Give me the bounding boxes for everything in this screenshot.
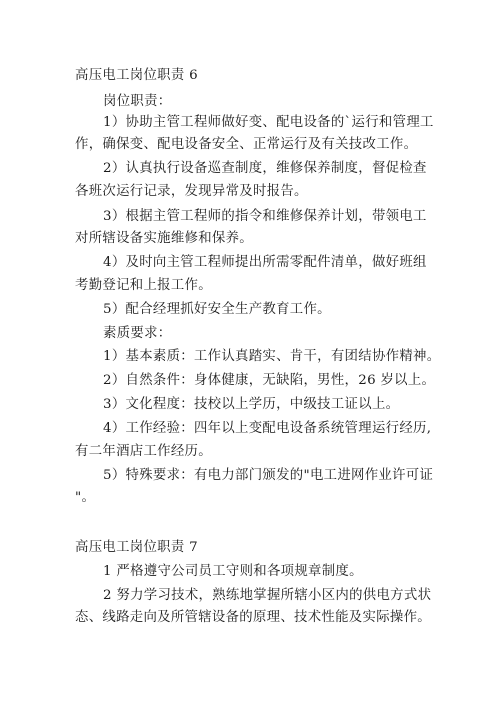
section-7-title: 高压电工岗位职责 7 — [75, 540, 198, 555]
duty-4-line-2: 考勤登记和上报工作。 — [75, 278, 212, 293]
quality-1: 1）基本素质：工作认真踏实、肯干，有团结协作精神。 — [103, 349, 441, 364]
duties-heading: 岗位职责： — [103, 94, 172, 109]
duty-3-line-2: 对所辖设备实施维修和保养。 — [75, 231, 253, 246]
section-6-title: 高压电工岗位职责 6 — [75, 68, 198, 83]
quality-5-line-1: 5）特殊要求：有电力部门颁发的"电工进网作业许可证 — [103, 468, 434, 483]
duty-4-line-1: 4）及时向主管工程师提出所需零配件清单，做好班组 — [103, 255, 427, 270]
duty-5: 5）配合经理抓好安全生产教育工作。 — [103, 302, 331, 317]
quality-3: 3）文化程度：技校以上学历，中级技工证以上。 — [103, 397, 400, 412]
section-7-item-2-line-1: 2 努力学习技术，熟练地掌握所辖小区内的供电方式状 — [103, 588, 432, 603]
quality-5-line-2: "。 — [75, 490, 96, 505]
quality-heading: 素质要求： — [103, 326, 172, 341]
duty-1-line-2: 作，确保变、配电设备安全、正常运行及有关技改工作。 — [75, 137, 418, 152]
duty-2-line-1: 2）认真执行设备巡查制度，维修保养制度，督促检查 — [103, 161, 427, 176]
duty-1-line-1: 1）协助主管工程师做好变、配电设备的`运行和管理工 — [103, 115, 434, 130]
quality-4-line-2: 有二年酒店工作经历。 — [75, 444, 212, 459]
section-7-item-2-line-2: 态、线路走向及所管辖设备的原理、技术性能及实际操作。 — [75, 610, 431, 625]
duty-3-line-1: 3）根据主管工程师的指令和维修保养计划，带领电工 — [103, 209, 427, 224]
quality-2: 2）自然条件：身体健康，无缺陷，男性，26 岁以上。 — [103, 373, 436, 388]
section-7-item-1: 1 严格遵守公司员工守则和各项规章制度。 — [103, 564, 363, 579]
duty-2-line-2: 各班次运行记录，发现异常及时报告。 — [75, 184, 308, 199]
quality-4-line-1: 4）工作经验：四年以上变配电设备系统管理运行经历, — [103, 421, 432, 436]
